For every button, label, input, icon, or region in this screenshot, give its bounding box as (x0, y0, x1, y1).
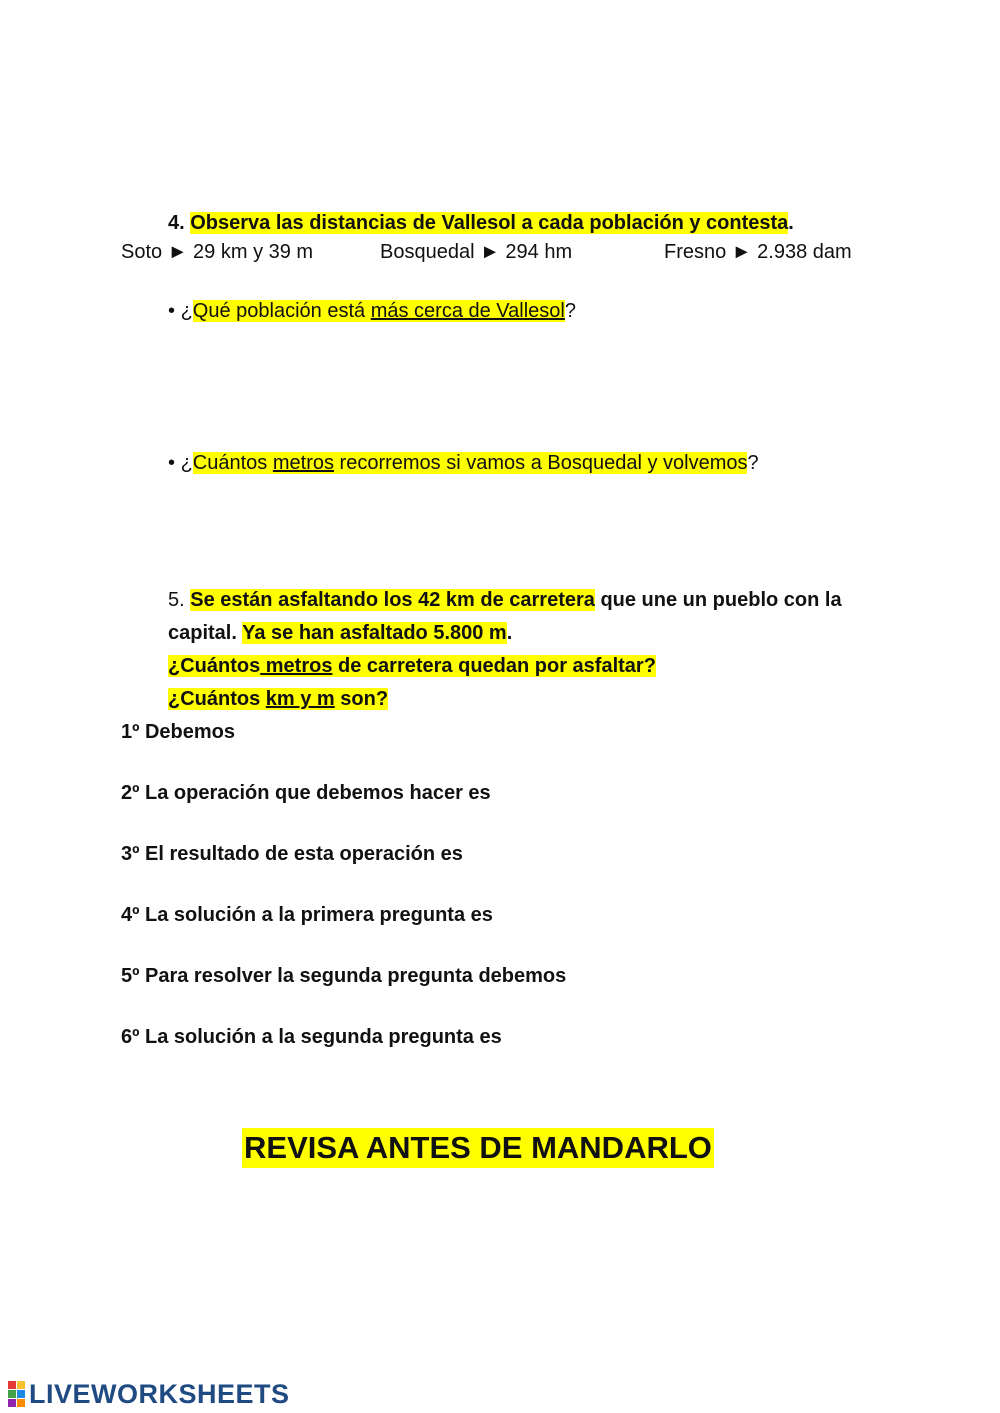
question-4-text: Observa las distancias de Vallesol a cada población y contesta (190, 212, 789, 234)
step-5: 5º Para resolver la segunda pregunta debemos (121, 965, 567, 987)
question-5-number: 5. (168, 589, 185, 611)
question-5-subquestion-1 (168, 650, 842, 683)
question-5-text-2: capital. (168, 622, 243, 644)
logo-icon (8, 1381, 25, 1407)
question-5-highlight-1: Se están asfaltando los 42 km de carretera (190, 589, 595, 611)
question-4a (168, 300, 576, 323)
question-4b-highlight (193, 452, 748, 474)
question-4a-highlight (193, 300, 565, 322)
logo-text: LIVEWORKSHEETS (29, 1378, 290, 1409)
subquestion-underlined: km y m (265, 688, 335, 710)
question-4-title (168, 212, 794, 235)
subquestion-text-rest: son? (334, 688, 389, 710)
step-6: 6º La solución a la segunda pregunta es (121, 1026, 502, 1048)
step-4: 4º La solución a la primera pregunta es (121, 904, 493, 926)
question-close-mark: ? (564, 300, 576, 322)
question-4-end: . (788, 212, 794, 234)
question-5 (168, 584, 842, 716)
logo-block (8, 1390, 16, 1398)
step-2: 2º La operación que debemos hacer es (121, 782, 491, 804)
question-4a-underlined: más cerca de Vallesol (370, 300, 565, 322)
question-open-mark: ¿ (180, 452, 193, 474)
subquestion-underlined: metros (260, 655, 333, 677)
question-4b-text: Cuántos (192, 452, 273, 474)
bullet: • (168, 300, 176, 322)
question-5-text-1: que une un pueblo con la (594, 589, 842, 611)
subquestion-text: ¿Cuántos (168, 655, 261, 677)
distance-fresno: Fresno ► 2.938 dam (664, 241, 852, 263)
subquestion-text-rest: de carretera quedan por asfaltar? (332, 655, 656, 677)
distance-bosquedal: Bosquedal ► 294 hm (380, 241, 573, 263)
logo-block (17, 1381, 25, 1389)
question-5-subquestion-2 (168, 683, 842, 716)
liveworksheets-logo (8, 1378, 290, 1410)
question-close-mark: ? (747, 452, 759, 474)
question-5-text-2-end: . (506, 622, 513, 644)
question-5-subquestion-2-highlight (168, 688, 388, 710)
distance-soto: Soto ► 29 km y 39 m (121, 241, 314, 263)
question-4b-text-rest: recorremos si vamos a Bosquedal y volvemos (333, 452, 748, 474)
logo-block (17, 1399, 25, 1407)
logo-block (8, 1399, 16, 1407)
question-5-highlight-2: Ya se han asfaltado 5.800 m (242, 622, 507, 644)
question-4b-underlined: metros (272, 452, 334, 474)
logo-block (8, 1381, 16, 1389)
question-4a-text: Qué población está (192, 300, 371, 322)
question-5-line-2 (168, 617, 842, 650)
question-5-line-1 (168, 584, 842, 617)
bullet: • (168, 452, 176, 474)
step-1: 1º Debemos (121, 721, 236, 743)
question-5-subquestion-1-highlight (168, 655, 656, 677)
subquestion-text: ¿Cuántos (168, 688, 266, 710)
logo-block (17, 1390, 25, 1398)
step-3: 3º El resultado de esta operación es (121, 843, 463, 865)
question-4b (168, 452, 759, 475)
review-note: REVISA ANTES DE MANDARLO (242, 1128, 714, 1168)
question-open-mark: ¿ (180, 300, 193, 322)
question-4-number: 4. (168, 212, 185, 234)
